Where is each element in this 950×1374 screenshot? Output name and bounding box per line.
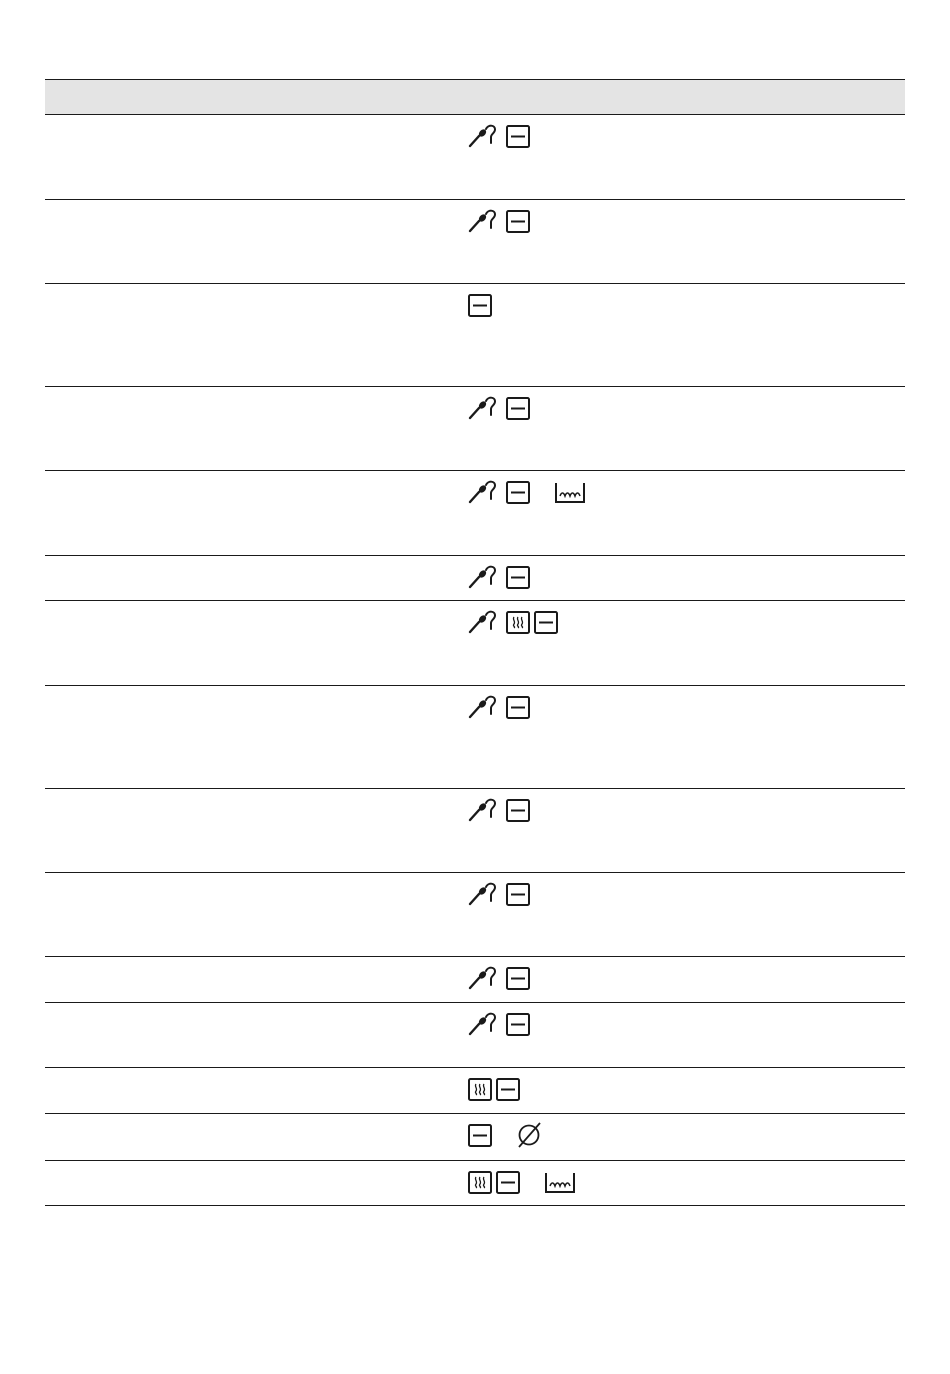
- icon-cell: [467, 609, 559, 635]
- icon-cell: [467, 1011, 531, 1037]
- icon-cell: [467, 1076, 521, 1102]
- bottom-heat-icon: [467, 292, 493, 318]
- table-row: [45, 115, 905, 200]
- probe-icon: [467, 395, 503, 421]
- bottom-heat-icon: [505, 208, 531, 234]
- icon-cell: [467, 479, 587, 505]
- bottom-heat-icon: [495, 1076, 521, 1102]
- bottom-heat-icon: [505, 965, 531, 991]
- probe-icon: [467, 881, 503, 907]
- settings-table: [45, 79, 905, 1206]
- bottom-heat-icon: [505, 564, 531, 590]
- water-tray-icon: [553, 479, 587, 505]
- probe-icon: [467, 609, 503, 635]
- bottom-heat-icon: [533, 609, 559, 635]
- icon-cell: [467, 208, 531, 234]
- icon-cell: [467, 965, 531, 991]
- table-row: [45, 1114, 905, 1161]
- icon-cell: [467, 797, 531, 823]
- bottom-heat-icon: [505, 797, 531, 823]
- water-tray-icon: [543, 1169, 577, 1195]
- icon-cell: [467, 881, 531, 907]
- no-preheat-icon: [515, 1122, 545, 1148]
- probe-icon: [467, 564, 503, 590]
- bottom-heat-icon: [467, 1122, 493, 1148]
- bottom-heat-icon: [505, 1011, 531, 1037]
- steam-icon: [505, 609, 531, 635]
- table-row: [45, 200, 905, 284]
- bottom-heat-icon: [505, 123, 531, 149]
- table-row: [45, 284, 905, 387]
- bottom-heat-icon: [505, 881, 531, 907]
- table-row: [45, 471, 905, 556]
- table-row: [45, 686, 905, 789]
- probe-icon: [467, 797, 503, 823]
- bottom-heat-icon: [505, 479, 531, 505]
- steam-icon: [467, 1169, 493, 1195]
- table-row: [45, 601, 905, 686]
- probe-icon: [467, 694, 503, 720]
- bottom-heat-icon: [505, 395, 531, 421]
- icon-cell: [467, 564, 531, 590]
- bottom-heat-icon: [495, 1169, 521, 1195]
- probe-icon: [467, 965, 503, 991]
- probe-icon: [467, 1011, 503, 1037]
- bottom-heat-icon: [505, 694, 531, 720]
- probe-icon: [467, 123, 503, 149]
- table-row: [45, 1068, 905, 1114]
- table-row: [45, 1003, 905, 1068]
- probe-icon: [467, 479, 503, 505]
- table-body: [45, 115, 905, 1206]
- table-row: [45, 556, 905, 601]
- steam-icon: [467, 1076, 493, 1102]
- icon-cell: [467, 1122, 545, 1148]
- table-row: [45, 1161, 905, 1206]
- icon-cell: [467, 694, 531, 720]
- icon-cell: [467, 395, 531, 421]
- icon-cell: [467, 1169, 577, 1195]
- table-row: [45, 873, 905, 957]
- table-row: [45, 387, 905, 471]
- table-row: [45, 789, 905, 873]
- probe-icon: [467, 208, 503, 234]
- table-row: [45, 957, 905, 1003]
- icon-cell: [467, 292, 493, 318]
- table-header: [45, 79, 905, 115]
- icon-cell: [467, 123, 531, 149]
